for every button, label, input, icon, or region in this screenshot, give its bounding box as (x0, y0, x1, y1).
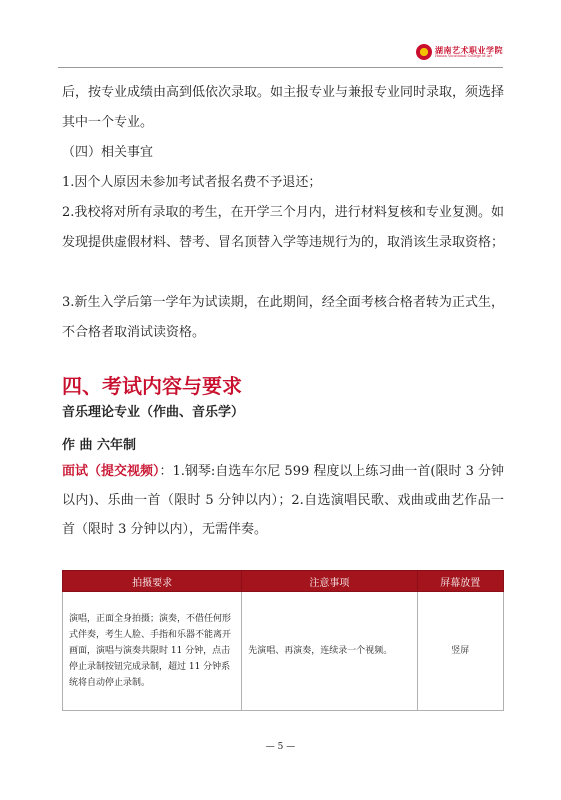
paragraph-admission: 后，按专业成绩由高到低依次录取。如主报专业与兼报专业同时录取，须选择其中一个专业。 (62, 85, 505, 130)
recording-requirements-table (62, 570, 504, 711)
interview-requirement (62, 457, 504, 544)
page-number: — 5 — (265, 742, 296, 752)
paragraph-heading-related: （四）相关事宜 (62, 145, 154, 160)
interview-text: ：1.钢琴:自选车尔尼 599 程度以上练习曲一首(限时 3 分钟以内)、乐曲一首（限时 5 分钟以内）；2.自选演唱民歌、戏曲或曲艺作品一首（限时 3 分钟以内），无需伴奏。 (62, 464, 504, 537)
table-header-row (63, 571, 504, 592)
paragraph-item-3: 3.新生入学后第一学年为试读期，在此期间，经全面考核合格者转为正式生，不合格者取消试读资格。 (62, 295, 504, 340)
logo-cn: 湖南艺术职业学院 (435, 44, 503, 55)
paragraph-item-1: 1.因个人原因未参加考试者报名费不予退还； (62, 175, 322, 190)
cell-screen-orientation: 竖屏 (417, 592, 503, 711)
paragraph-item-2: 2.我校将对所有录取的考生，在开学三个月内，进行材料复核和专业复测。如发现提供虚假材料、替考、冒名顶替入学等违规行为的，取消该生录取资格； (62, 205, 505, 250)
college-emblem-icon (416, 44, 432, 60)
major-title: 作 曲 六年制 (62, 438, 137, 453)
interview-label: 面试（提交视频） (62, 464, 160, 479)
header-screen-orientation: 屏幕放置 (417, 571, 503, 592)
header-notes: 注意事项 (242, 571, 417, 592)
cell-filming-requirements: 演唱，正面全身拍摄；演奏，不借任何形式伴奏，考生人脸、手指和乐器不能离开画面，演唱与演奏共限时 11 分钟，点击停止录制按钮完成录制，超过 11 分钟系统将自动停止录制。 (63, 592, 242, 711)
college-logo (416, 44, 503, 60)
section-subtitle: 音乐理论专业（作曲、音乐学） (62, 405, 245, 420)
table-row (63, 592, 504, 711)
cell-notes: 先演唱、再演奏，连续录一个视频。 (242, 592, 417, 711)
header-divider (58, 67, 503, 68)
logo-text (435, 46, 503, 59)
header-filming-requirements: 拍摄要求 (63, 571, 242, 592)
section-title: 四、考试内容与要求 (62, 374, 242, 398)
logo-en: Hunan Vocational College of Art (435, 53, 493, 58)
